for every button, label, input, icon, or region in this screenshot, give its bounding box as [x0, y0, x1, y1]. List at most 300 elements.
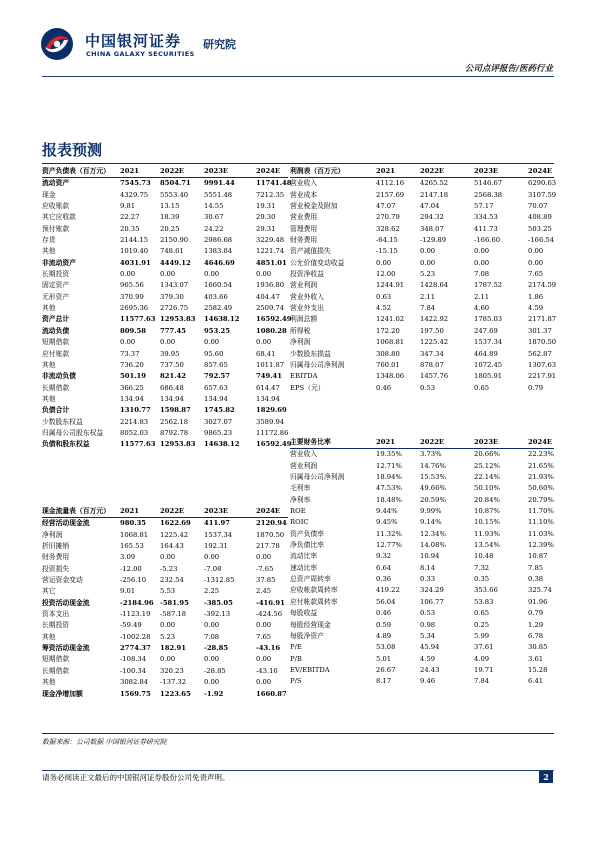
cell-value: 1745.82 — [204, 406, 235, 415]
cell-value: 0.00 — [256, 338, 272, 347]
table-row — [290, 383, 554, 394]
cell-value: 1660.54 — [204, 281, 233, 290]
cell-value: 1422.92 — [420, 315, 449, 324]
row-label: 其他 — [42, 394, 56, 403]
row-label: 长期投资 — [42, 270, 70, 279]
cell-value: 0.00 — [256, 655, 272, 664]
cell-value: 3229.48 — [256, 236, 285, 245]
cell-value: 1348.06 — [376, 372, 405, 381]
cell-value: 1080.28 — [256, 326, 287, 335]
cell-value: 9.44% — [376, 507, 398, 516]
row-label: 短期借款 — [42, 338, 70, 347]
cell-value: 0.79 — [528, 383, 544, 392]
cell-value: 404.47 — [256, 292, 280, 301]
cell-value: 0.00 — [204, 270, 220, 279]
cell-value: 4646.69 — [204, 258, 235, 267]
cell-value: 164.43 — [160, 542, 184, 551]
row-label: P/S — [290, 677, 302, 686]
cell-value: 749.41 — [256, 372, 283, 381]
row-label: 营业收入 — [290, 450, 318, 459]
cell-value: 2.45 — [256, 587, 272, 596]
row-label: EPS（元） — [290, 383, 325, 392]
cell-value: 0.00 — [256, 678, 272, 687]
cell-value: -416.91 — [256, 598, 285, 607]
row-label: 营业利润 — [290, 281, 318, 290]
cell-value: 8052.03 — [120, 428, 149, 437]
table-row — [290, 472, 554, 483]
cell-value: 0.00 — [204, 338, 220, 347]
table-row — [290, 371, 557, 382]
cell-value: 0.00 — [376, 258, 392, 267]
cell-value: 4265.52 — [420, 179, 449, 188]
row-label: 总资产周转率 — [290, 575, 331, 584]
cell-value: 4449.12 — [160, 258, 191, 267]
cell-value: 15.28 — [528, 665, 548, 674]
cell-value: 8.17 — [376, 677, 392, 686]
table-row — [42, 224, 288, 235]
table-row — [42, 394, 288, 405]
cell-value: 14.08% — [420, 541, 446, 550]
table-header-row — [42, 166, 288, 178]
cell-value: 18.94% — [376, 473, 402, 482]
cell-value: 13.54% — [474, 541, 500, 550]
row-label: 营业外支出 — [290, 304, 324, 313]
cell-value: 3.61 — [528, 654, 544, 663]
row-label: 公允价值变动收益 — [290, 258, 345, 267]
cell-value: 2171.87 — [528, 315, 557, 324]
cell-value: 21.93% — [528, 473, 554, 482]
cell-value: 792.57 — [204, 372, 231, 381]
cell-value: 1310.77 — [120, 406, 151, 415]
cell-value: 0.00 — [160, 655, 176, 664]
cell-value: 1072.45 — [474, 360, 503, 369]
cell-value: 24.43 — [420, 665, 440, 674]
cell-value: -1312.85 — [204, 576, 235, 585]
cell-value: 1068.81 — [120, 530, 149, 539]
cell-value: 2774.37 — [120, 644, 151, 653]
cell-value: 686.48 — [160, 383, 184, 392]
table-row — [290, 551, 554, 562]
logo-dept: 研究院 — [203, 38, 236, 51]
cell-value: 464.89 — [474, 349, 498, 358]
cell-value: 20.79% — [528, 495, 554, 504]
table-row — [290, 654, 554, 665]
cell-value: 12953.83 — [160, 440, 196, 449]
row-label: 营业税金及附加 — [290, 202, 338, 211]
table-bottom-rule — [42, 733, 554, 734]
cell-value: 6.64 — [376, 563, 392, 572]
cell-value: -581.95 — [160, 598, 189, 607]
cell-value: 22.27 — [120, 213, 140, 222]
cell-value: 411.73 — [474, 224, 498, 233]
galaxy-swirl-icon — [40, 27, 74, 61]
cell-value: 0.59 — [376, 620, 392, 629]
cell-value: 12.71% — [376, 461, 402, 470]
cell-value: 324.29 — [420, 586, 444, 595]
table-row — [42, 303, 288, 314]
cell-value: -385.05 — [204, 598, 233, 607]
cell-value: 8.14 — [420, 563, 436, 572]
cell-value: 9.99% — [420, 507, 442, 516]
row-label: 固定资产 — [42, 281, 70, 290]
cell-value: 0.46 — [376, 609, 392, 618]
table-row — [42, 541, 288, 552]
cell-value: 19.71 — [474, 665, 494, 674]
table-row — [290, 540, 554, 551]
row-label: 流动负债 — [42, 326, 70, 335]
cell-value: 1660.87 — [256, 689, 287, 698]
cell-value: 270.79 — [376, 213, 400, 222]
cell-value: 247.69 — [474, 326, 498, 335]
cell-value: 334.53 — [474, 213, 498, 222]
cell-value: 11.10% — [528, 518, 554, 527]
row-label: 其他 — [42, 632, 56, 641]
cell-value: 5.53 — [160, 587, 176, 596]
cell-value: 7.84 — [420, 304, 436, 313]
cell-value: 0.00 — [120, 270, 136, 279]
cell-value: 5.01 — [376, 654, 392, 663]
cell-value: 1343.07 — [160, 281, 189, 290]
cell-value: 1870.50 — [528, 338, 557, 347]
cell-value: 4851.01 — [256, 258, 287, 267]
table-row — [290, 529, 554, 540]
row-label: 投资净收益 — [290, 270, 324, 279]
table-row — [42, 620, 288, 631]
table-row — [42, 235, 288, 246]
table-row — [290, 597, 554, 608]
table-row — [42, 677, 288, 688]
row-label: 每股收益 — [290, 609, 318, 618]
cell-value: 0.00 — [528, 247, 544, 256]
cell-value: 4.52 — [376, 304, 392, 313]
row-label: ROE — [290, 507, 306, 516]
cell-value: 1805.91 — [474, 372, 503, 381]
cell-value: -59.49 — [120, 621, 142, 630]
cell-value: -1123.19 — [120, 610, 151, 619]
cell-value: 10.48 — [474, 552, 494, 561]
cell-value: 9.46 — [420, 677, 436, 686]
row-label: 净利率 — [290, 495, 311, 504]
cell-value: 165.53 — [120, 542, 144, 551]
table-row — [42, 666, 288, 677]
table-row — [290, 212, 554, 223]
row-label: EBITDA — [290, 372, 318, 381]
cell-value: 95.60 — [204, 349, 224, 358]
cell-value: 29.31 — [256, 224, 276, 233]
cell-value: 57.17 — [474, 202, 494, 211]
cell-value: 328.62 — [376, 224, 400, 233]
cell-value: 2582.49 — [204, 304, 233, 313]
cell-value: 0.00 — [204, 678, 220, 687]
cell-value: 0.46 — [376, 383, 392, 392]
cell-value: 26.67 — [376, 665, 396, 674]
cell-value: 10.94 — [420, 552, 440, 561]
row-label: 速动比率 — [290, 563, 318, 572]
row-label: 应付帐款周转率 — [290, 597, 338, 606]
cell-value: 6.41 — [528, 677, 544, 686]
cell-value: 7.84 — [474, 677, 490, 686]
cell-value: 8504.71 — [160, 179, 191, 188]
table-title: 资产负债表（百万元） — [42, 167, 110, 175]
cell-value: 14638.12 — [204, 315, 240, 324]
cell-value: -43.16 — [256, 644, 281, 653]
cell-value: 348.07 — [420, 224, 444, 233]
table-row — [42, 564, 288, 575]
row-label: 少数股东损益 — [290, 349, 331, 358]
cell-value: 47.04 — [420, 202, 440, 211]
row-label: 投资活动现金流 — [42, 598, 90, 607]
cell-value: 20.66% — [474, 450, 500, 459]
cell-value: 9.14% — [420, 518, 442, 527]
cell-value: -28.85 — [204, 644, 229, 653]
cell-value: 0.00 — [160, 338, 176, 347]
table-header-row — [290, 437, 554, 449]
cell-value: 501.19 — [120, 372, 147, 381]
table-row — [42, 292, 288, 303]
year-header: 2024E — [528, 167, 553, 175]
cell-value: 10.87% — [474, 507, 500, 516]
cell-value: 12.77% — [376, 541, 402, 550]
cell-value: 10.87 — [528, 552, 548, 561]
year-header: 2021 — [376, 438, 395, 446]
table-row — [290, 258, 554, 269]
year-header: 2023E — [474, 438, 499, 446]
cell-value: 953.25 — [204, 326, 231, 335]
cell-value: 11.93% — [474, 529, 500, 538]
cash-flow-table — [42, 506, 288, 700]
cell-value: 419.22 — [376, 586, 400, 595]
income-statement-table — [290, 166, 557, 394]
cell-value: 1244.91 — [376, 281, 405, 290]
row-label: 应收帐款周转率 — [290, 586, 338, 595]
year-header: 2021 — [376, 167, 395, 175]
cell-value: 1569.75 — [120, 689, 151, 698]
cell-value: 7212.35 — [256, 190, 285, 199]
cell-value: 760.01 — [376, 360, 400, 369]
year-header: 2022E — [160, 507, 185, 515]
cell-value: 980.35 — [120, 519, 147, 528]
year-header: 2022E — [160, 167, 185, 175]
row-label: 所得税 — [290, 326, 311, 335]
section-title: 报表预测 — [42, 141, 103, 159]
cell-value: 1383.84 — [204, 247, 233, 256]
cell-value: 12953.83 — [160, 315, 196, 324]
table-row — [290, 585, 554, 596]
year-header: 2023E — [474, 167, 499, 175]
row-label: 营业利润 — [290, 461, 318, 470]
table-row — [42, 349, 288, 360]
cell-value: 3589.94 — [256, 417, 285, 426]
cell-value: 53.08 — [376, 643, 396, 652]
cell-value: 13.15 — [160, 202, 180, 211]
cell-value: -7.65 — [256, 564, 274, 573]
cell-value: 7.85 — [528, 563, 544, 572]
source-note: 数据来源：公司数据 中国银河证券研究院 — [42, 738, 167, 746]
cell-value: 4.09 — [474, 654, 490, 663]
cell-value: 1068.81 — [376, 338, 405, 347]
cell-value: 503.25 — [528, 224, 552, 233]
cell-value: -43.16 — [256, 666, 278, 675]
row-label: 归属母公司股东权益 — [42, 428, 104, 437]
row-label: 折旧摊销 — [42, 542, 70, 551]
cell-value: 0.00 — [160, 621, 176, 630]
cell-value: 5146.67 — [474, 179, 503, 188]
cell-value: -1002.28 — [120, 632, 151, 641]
cell-value: 408.89 — [528, 213, 552, 222]
cell-value: 56.04 — [376, 597, 396, 606]
row-label: 营运资金变动 — [42, 576, 83, 585]
table-row — [42, 360, 288, 371]
cell-value: 3.09 — [120, 553, 136, 562]
cell-value: 134.94 — [160, 394, 184, 403]
cell-value: 325.74 — [528, 586, 552, 595]
row-label: 其他 — [42, 304, 56, 313]
cell-value: 9.45% — [376, 518, 398, 527]
row-label: 资本支出 — [42, 610, 70, 619]
cell-value: 47.07 — [376, 202, 396, 211]
cell-value: 0.00 — [420, 258, 436, 267]
cell-value: 11172.86 — [256, 428, 289, 437]
table-row — [290, 483, 554, 494]
row-label: 营业收入 — [290, 179, 318, 188]
cell-value: 9.01 — [120, 587, 136, 596]
row-label: 财务费用 — [42, 553, 70, 562]
cell-value: 14638.12 — [204, 440, 240, 449]
table-header-row — [42, 506, 288, 518]
table-row — [42, 586, 288, 597]
row-label: 营业成本 — [290, 190, 318, 199]
cell-value: 1225.42 — [420, 338, 449, 347]
row-label: 财务费用 — [290, 236, 318, 245]
year-header: 2023E — [204, 167, 229, 175]
cell-value: 7.32 — [474, 563, 490, 572]
cell-value: 301.37 — [528, 326, 552, 335]
cell-value: 30.67 — [204, 213, 224, 222]
cell-value: 0.00 — [256, 270, 272, 279]
row-label: ROIC — [290, 518, 309, 527]
cell-value: 777.45 — [160, 326, 187, 335]
table-header-row — [290, 166, 554, 178]
table-row — [42, 439, 292, 450]
cell-value: -256.10 — [120, 576, 147, 585]
row-label: 每股经营现金 — [290, 620, 331, 629]
cell-value: 9.32 — [376, 552, 392, 561]
cell-value: 11577.63 — [120, 440, 156, 449]
logo-text-en: CHINA GALAXY SECURITIES — [86, 50, 195, 58]
row-label: 经营活动现金流 — [42, 519, 90, 528]
cell-value: 3107.59 — [528, 190, 557, 199]
cell-value: -392.13 — [204, 610, 231, 619]
cell-value: 6.78 — [528, 631, 544, 640]
row-label: 其它 — [42, 587, 56, 596]
balance-sheet-table — [42, 166, 292, 451]
cell-value: 0.65 — [474, 383, 490, 392]
cell-value: 5551.48 — [204, 190, 233, 199]
cell-value: 0.00 — [420, 247, 436, 256]
cell-value: 19.31 — [256, 202, 276, 211]
cell-value: 9991.44 — [204, 179, 235, 188]
cell-value: 2147.18 — [420, 190, 449, 199]
table-row — [42, 371, 288, 382]
page-header — [0, 0, 596, 74]
row-label: 营业费用 — [290, 213, 318, 222]
cell-value: 657.63 — [204, 383, 228, 392]
cell-value: -108.34 — [120, 655, 147, 664]
year-header: 2024E — [528, 438, 553, 446]
table-row — [42, 405, 288, 416]
row-label: 流动资产 — [42, 179, 70, 188]
cell-value: 1936.80 — [256, 281, 285, 290]
table-row — [290, 574, 554, 585]
table-row — [42, 337, 288, 348]
cell-value: 1221.74 — [256, 247, 285, 256]
table-row — [42, 258, 288, 269]
header-divider — [42, 76, 554, 77]
cell-value: 1225.42 — [160, 530, 189, 539]
row-label: 现金净增加额 — [42, 689, 83, 698]
cell-value: 320.23 — [160, 666, 184, 675]
cell-value: 5.34 — [420, 631, 436, 640]
cell-value: 2726.75 — [160, 304, 189, 313]
table-row — [290, 224, 554, 235]
table-row — [290, 326, 554, 337]
cell-value: 366.25 — [120, 383, 144, 392]
cell-value: 7.08 — [474, 270, 490, 279]
cell-value: 12.00 — [376, 270, 396, 279]
table-row — [42, 575, 288, 586]
cell-value: -64.15 — [376, 236, 398, 245]
cell-value: 1870.50 — [256, 530, 285, 539]
cell-value: 1785.03 — [474, 315, 503, 324]
row-label: 营业外收入 — [290, 292, 324, 301]
table-row — [290, 246, 554, 257]
cell-value: 353.66 — [474, 586, 498, 595]
cell-value: 347.34 — [420, 349, 444, 358]
cell-value: 11.70% — [528, 507, 554, 516]
table-title: 利润表（百万元） — [290, 167, 345, 175]
row-label: 应收账款 — [42, 202, 70, 211]
cell-value: 8792.78 — [160, 428, 189, 437]
table-row — [42, 190, 288, 201]
cell-value: 47.53% — [376, 484, 402, 493]
table-row — [290, 280, 557, 291]
cell-value: 0.00 — [474, 247, 490, 256]
cell-value: 49.66% — [420, 484, 446, 493]
cell-value: 172.20 — [376, 326, 400, 335]
cell-value: 11741.48 — [256, 179, 292, 188]
cell-value: 0.63 — [376, 292, 392, 301]
cell-value: 30.85 — [528, 643, 548, 652]
table-row — [42, 326, 288, 337]
row-label: 每股净资产 — [290, 631, 324, 640]
cell-value: 134.94 — [256, 394, 280, 403]
cell-value: 2.11 — [420, 292, 436, 301]
row-label: 预付账款 — [42, 224, 70, 233]
cell-value: -137.32 — [160, 678, 187, 687]
cell-value: 2568.38 — [474, 190, 503, 199]
cell-value: 748.61 — [160, 247, 184, 256]
cell-value: 24.22 — [204, 224, 224, 233]
cell-value: 5.23 — [160, 632, 176, 641]
cell-value: -7.08 — [204, 564, 222, 573]
cell-value: 0.00 — [204, 553, 220, 562]
cell-value: 4.60 — [474, 304, 490, 313]
year-header: 2023E — [204, 507, 229, 515]
cell-value: 1787.52 — [474, 281, 503, 290]
cell-value: 1829.69 — [256, 406, 287, 415]
cell-value: 737.50 — [160, 360, 184, 369]
cell-value: 0.53 — [420, 383, 436, 392]
